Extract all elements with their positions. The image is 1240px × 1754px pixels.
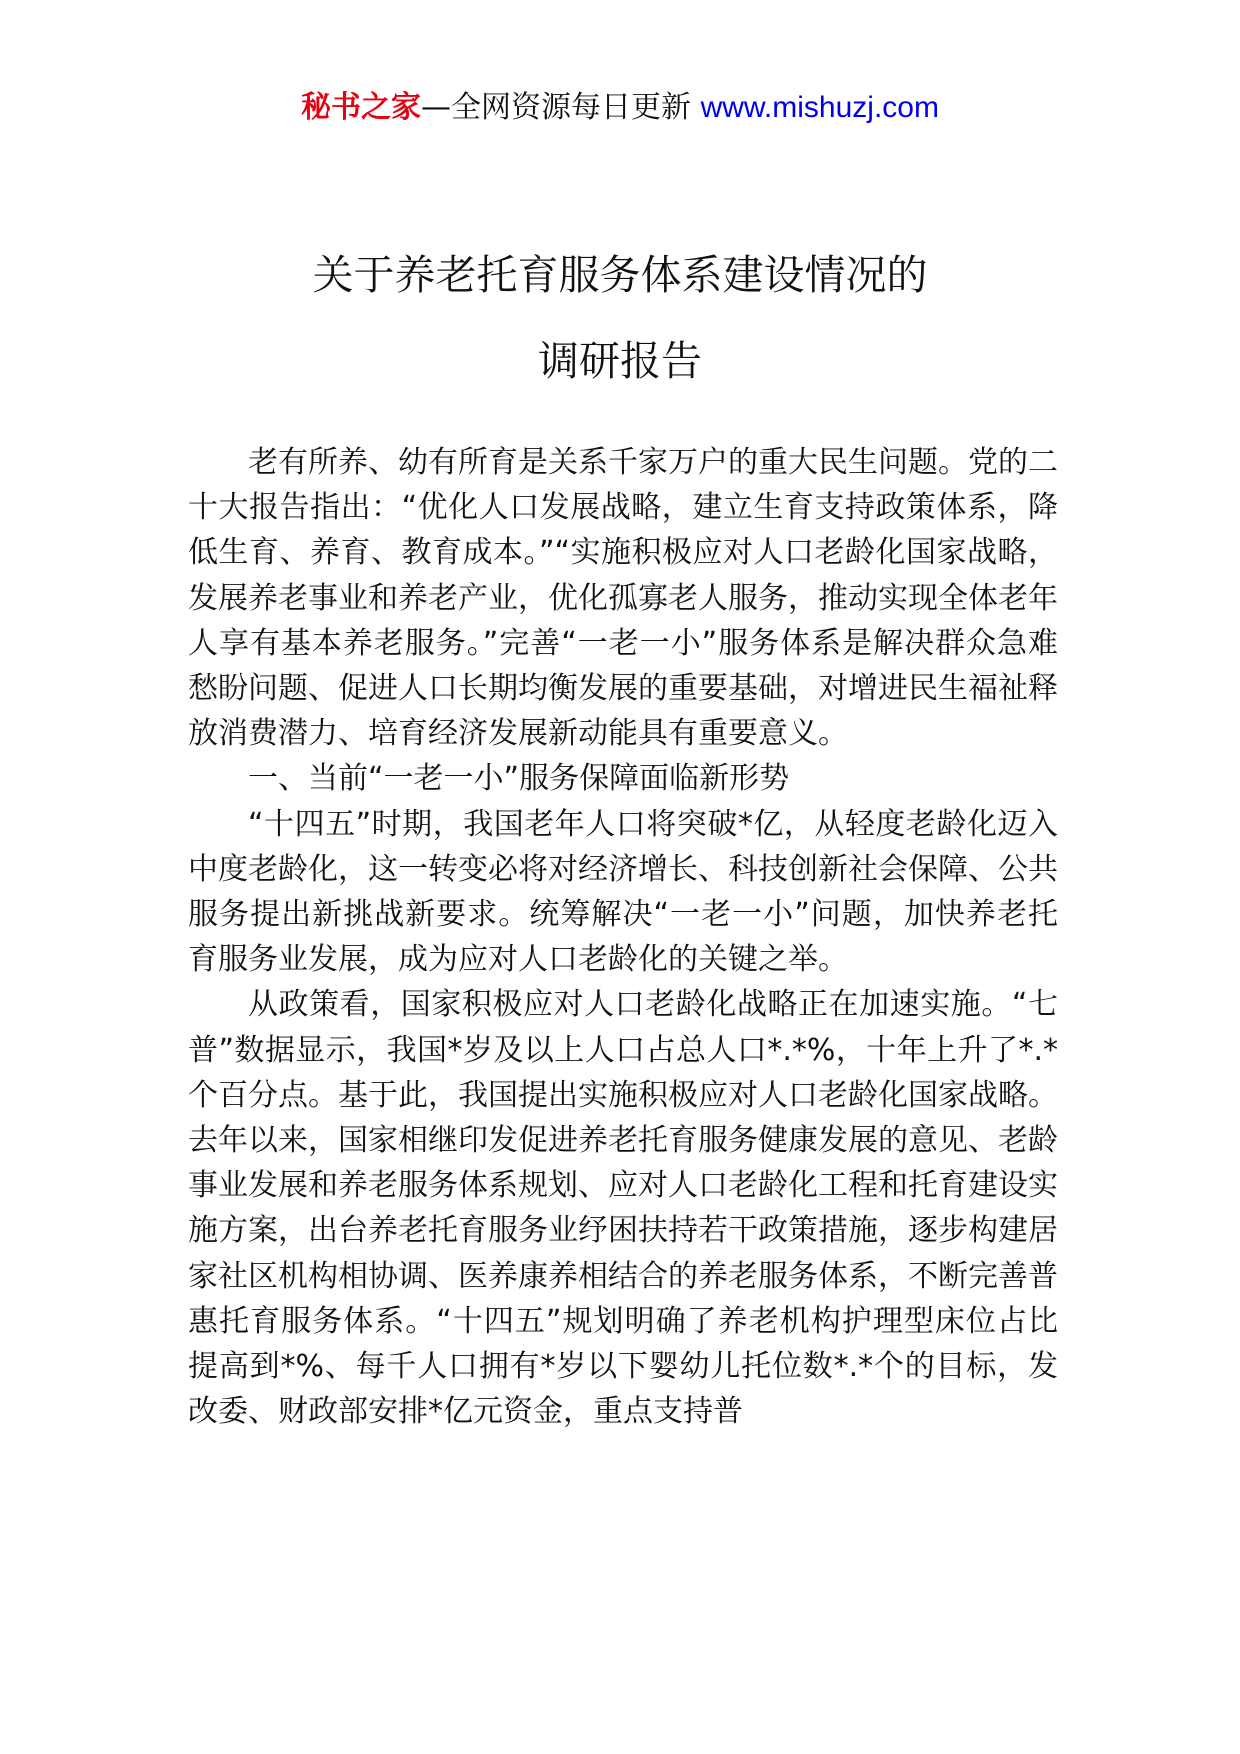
site-link[interactable]: www.mishuzj.com bbox=[700, 91, 939, 124]
document-title bbox=[0, 232, 1240, 404]
paragraph-intro: 老有所养、幼有所育是关系千家万户的重大民生问题。党的二十大报告指出：“优化人口发展战略，建立生育支持政策体系，降低生育、养育、教育成本。”“实施积极应对人口老龄化国家战略，发展养老事业和养老产业，优化孤寡老人服务，推动实现全体老年人享有基本养老服务。”完善“一老一小”服务体系是解决群众急难愁盼问题、促进人口长期均衡发展的重要基础，对增进民生福祉释放消费潜力、培育经济发展新动能具有重要意义。 bbox=[188, 445, 1058, 752]
document-body bbox=[188, 440, 1058, 1434]
paragraph-policy: 从政策看，国家积极应对人口老龄化战略正在加速实施。“七普”数据显示，我国*岁及以上人口占总人口*.*%，十年上升了*.*个百分点。基于此，我国提出实施积极应对人口老龄化国家战略。去年以来，国家相继印发促进养老托育服务健康发展的意见、老龄事业发展和养老服务体系规划、应对人口老龄化工程和托育建设实施方案，出台养老托育服务业纾困扶持若干政策措施，逐步构建居家社区机构相协调、医养康养相结合的养老服务体系，不断完善普惠托育服务体系。“十四五”规划明确了养老机构护理型床位占比提高到*%、每千人口拥有*岁以下婴幼儿托位数*.*个的目标，发改委、财政部安排*亿元资金，重点支持普 bbox=[188, 987, 1058, 1430]
header-slogan: —全网资源每日更新 bbox=[421, 90, 701, 125]
paragraph-situation: “十四五”时期，我国老年人口将突破*亿，从轻度老龄化迈入中度老龄化，这一转变必将对经济增长、科技创新社会保障、公共服务提出新挑战新要求。统筹解决“一老一小”问题，加快养老托育服务业发展，成为应对人口老龄化的关键之举。 bbox=[188, 806, 1058, 978]
title-line-1: 关于养老托育服务体系建设情况的 bbox=[312, 251, 928, 299]
title-line-2: 调研报告 bbox=[538, 337, 702, 385]
site-header bbox=[0, 88, 1240, 128]
brand-name: 秘书之家 bbox=[301, 90, 422, 125]
section-heading-1: 一、当前“一老一小”服务保障面临新形势 bbox=[248, 761, 790, 797]
